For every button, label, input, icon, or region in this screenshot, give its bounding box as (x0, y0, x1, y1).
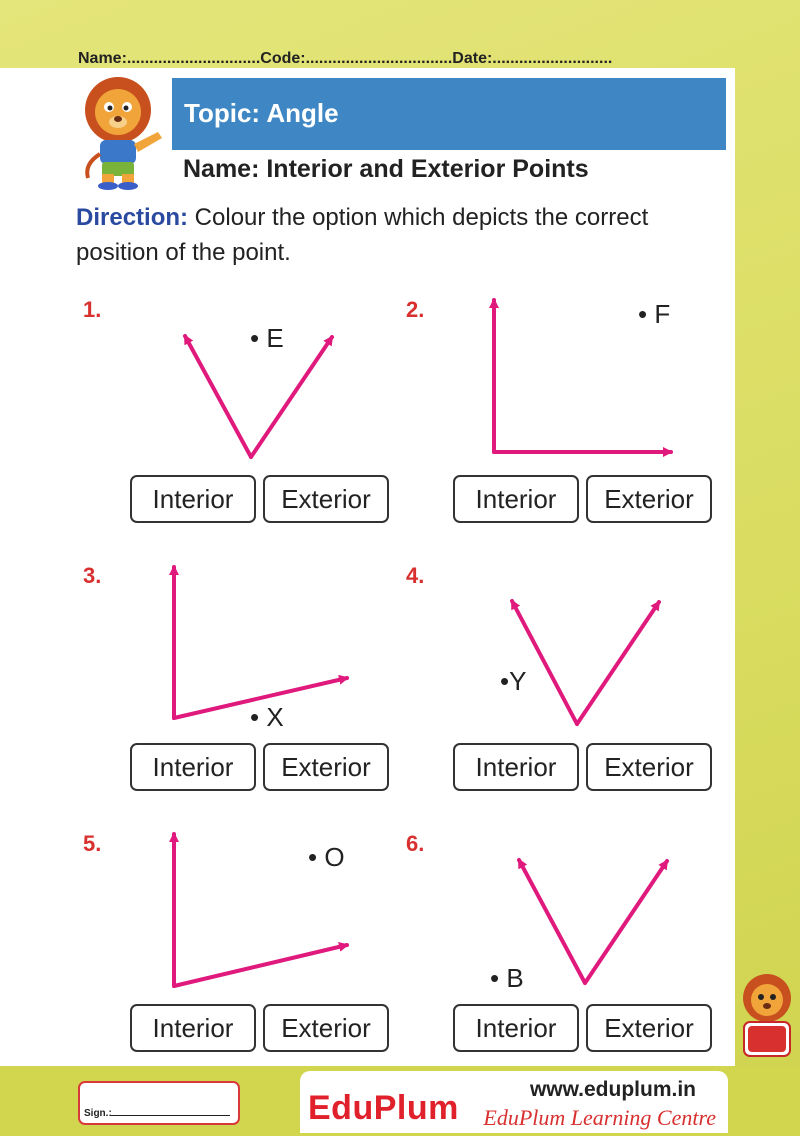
q3-exterior-option[interactable]: Exterior (263, 743, 389, 791)
angle-figure-1 (185, 336, 332, 457)
worksheet-subtitle: Name: Interior and Exterior Points (183, 155, 589, 183)
angle-figure-4 (512, 601, 659, 724)
question-number-5: 5. (83, 831, 102, 856)
brand-tagline: EduPlum Learning Centre (483, 1105, 716, 1130)
q4-interior-option[interactable]: Interior (453, 743, 579, 791)
q6-interior-option[interactable]: Interior (453, 1004, 579, 1052)
question-number-3: 3. (83, 563, 102, 588)
q1-exterior-option[interactable]: Exterior (263, 475, 389, 523)
website-url[interactable]: www.eduplum.in (529, 1078, 696, 1101)
point-label-o: • O (308, 842, 345, 872)
q5-interior-option[interactable]: Interior (130, 1004, 256, 1052)
q6-exterior-option[interactable]: Exterior (586, 1004, 712, 1052)
topic-title: Topic: Angle (184, 98, 339, 128)
sign-box[interactable] (78, 1081, 240, 1125)
question-number-1: 1. (83, 297, 102, 322)
date-field[interactable]: Date:........................... (452, 50, 613, 67)
point-label-y: •Y (500, 666, 527, 696)
q5-exterior-option[interactable]: Exterior (263, 1004, 389, 1052)
direction-body: Colour the option which depicts the correct position of the point. (76, 204, 649, 266)
eduplum-logo: EduPlum (308, 1089, 459, 1127)
question-number-4: 4. (406, 563, 425, 588)
q3-interior-option[interactable]: Interior (130, 743, 256, 791)
point-label-b: • B (490, 963, 524, 993)
point-label-x: • X (250, 702, 284, 732)
brand-box (300, 1071, 728, 1133)
q2-interior-option[interactable]: Interior (453, 475, 579, 523)
point-label-f: • F (638, 299, 671, 329)
direction-label: Direction: (76, 204, 189, 231)
angle-figure-6 (519, 860, 667, 983)
angle-figure-3 (174, 567, 347, 718)
sign-label: Sign.: (84, 1108, 112, 1119)
name-field[interactable]: Name:.............................. (78, 50, 261, 67)
question-number-6: 6. (406, 831, 425, 856)
sign-line (110, 1115, 230, 1116)
edushera-badge-icon (738, 972, 796, 1062)
code-field[interactable]: Code:................................. (260, 50, 453, 67)
q4-exterior-option[interactable]: Exterior (586, 743, 712, 791)
point-label-e: • E (250, 323, 284, 353)
question-number-2: 2. (406, 297, 425, 322)
q2-exterior-option[interactable]: Exterior (586, 475, 712, 523)
q1-interior-option[interactable]: Interior (130, 475, 256, 523)
